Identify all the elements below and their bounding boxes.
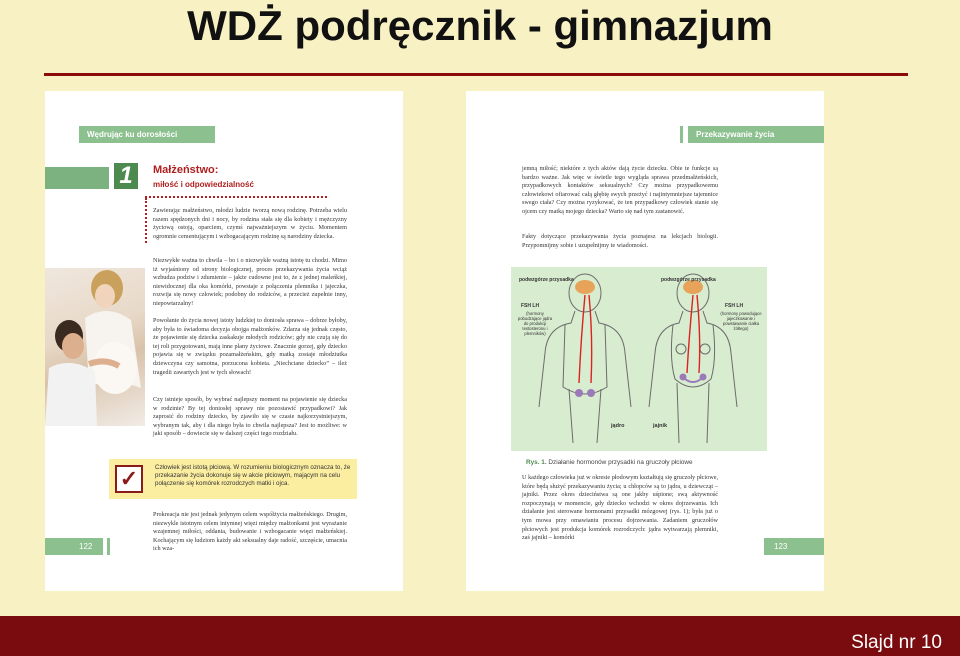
paragraph: Zawierając małżeństwo, młodzi ludzie tworzą nową rodzinę. Potrzeba wielu razem spędzonych dni i nocy, by rodzina stała się dla kobiety i mężczyzny życiową ostoją, oparciem, czymś najważniejszym w życiu. Momentem ogromnie cementującym i wzbogacającym rodzinę są narodziny dziecka. — [153, 207, 347, 240]
textbook-page-right — [466, 91, 824, 591]
checkmark-icon: ✓ — [115, 465, 143, 493]
slide-number: Slajd nr 10 — [851, 632, 942, 653]
caption-text: Działanie hormonów przysadki na gruczoły płciowe — [548, 459, 693, 466]
header-tick — [680, 126, 683, 143]
figure-label-right-hormones: FSH LH — [725, 303, 744, 309]
figure-label-ovaries: jajnik — [653, 423, 668, 429]
page-number-tick — [107, 538, 110, 555]
title-divider — [44, 73, 908, 76]
figure-note-right: (hormony powodujące jajeczkowanie i powstawanie ciałka żółtego) — [720, 311, 762, 331]
chapter-stripe — [45, 167, 109, 189]
figure-label-left-gland: podwzgórze przysadka — [519, 277, 574, 283]
header-tick — [209, 126, 212, 143]
paragraph: U każdego człowieka już w okresie płodowym kształtują się gruczoły płciowe, które będą służyć przekazywaniu życia; u chłopców są to jądra, u dziewcząt – jajniki. Przez okres dzieciństwa są one jakby uśpione; swą aktywność rozpoczynają w momencie, gdy dziecko wchodzi w okres dojrzewania. Ich działanie jest sterowane hormonami przysadki mózgowej (rys. 1); była już o tym mowa przy omawianiu procesu dojrzewania. Zadaniem gruczołów płciowych jest produkcja komórek rozrodczych: jądra wytwarzają plemniki, zaś jajniki – komórki — [522, 474, 718, 542]
dotted-rule-vertical — [145, 198, 147, 243]
chapter-number: 1 — [114, 163, 138, 189]
paragraph: Czy istnieje sposób, by wybrać najlepszy moment na pojawienie się dziecka w rodzinie? By tej doniosłej sprawy nie pozostawić przypadkowi? Jak zaprosić do rodziny dziecko, by zjawiło się w czasie najkorzystniejszym, wybranym tak, aby i dla niego była to chwila najlepsza? Jest to możliwe: w jaki sposób – dowiecie się w dalszej części tego rozdziału. — [153, 396, 347, 438]
dotted-rule — [145, 196, 327, 198]
key-statement-box — [109, 459, 357, 499]
hormone-diagram — [511, 267, 767, 451]
paragraph: Niezwykłe ważna to chwila – bo i o niezwykłe ważną istotę tu chodzi. Mimo iż wyjaśniony od strony biologicznej, proces przekazywania życia wciąż wzbudza podziw i zdumienie – jakże cudowne jest to, że z jednej maleńkiej, niewidocznej dla oka komórki, powstaje z połączenia plemnika i jajeczka, rozwija się nowy człowiek; podobny do rodziców, a przecież zupełnie inny, niepowtarzalny! — [153, 257, 347, 307]
chapter-title: Małżeństwo: — [153, 164, 219, 176]
couple-photo — [45, 268, 145, 426]
caption-label: Rys. 1. — [526, 459, 547, 466]
paragraph: Prokreacja nie jest jednak jedynym celem współżycia małżeńskiego. Drugim, niezwykle istotnym celem intymnej więzi między małżonkami jest wyrażanie wzajemnej miłości, oddania, budowanie i wzbogacanie więzi małżeńskiej. Kochającym się ludziom każdy akt seksualny daje radość, szczęście, umacnia ich wza- — [153, 511, 347, 553]
couple-illustration — [45, 268, 145, 426]
slide-title: WDŻ podręcznik - gimnazjum — [187, 2, 773, 49]
chapter-subtitle: miłość i odpowiedzialność — [153, 180, 254, 189]
page-number-left: 122 — [45, 538, 103, 555]
hormone-figure-bodies — [511, 267, 767, 451]
figure-note-left: (hormony pobudzające jądra do produkcji testosteronu i plemników) — [517, 311, 553, 336]
page-header-left: Wędrując ku dorosłości — [79, 126, 215, 143]
figure-label-testes: jądro — [611, 423, 625, 429]
figure-label-left-hormones: FSH LH — [521, 303, 540, 309]
paragraph: Fakty dotyczące przekazywania życia poznajesz na lekcjach biologii. Przypomnijmy sobie i uzupełnijmy te wiadomości. — [522, 233, 718, 249]
paragraph: jemną miłość; niektóre z tych aktów dają życie dziecku. Obie te funkcje są bardzo ważne. Jak więc w świetle tego wygląda sprawa przedmałżeńskich, przypadkowych kontaktów seksualnych? Czy można przypadkowemu człowiekowi ofiarować całą głębię swych przeżyć i najintymniejsze tajemnice swego ciała? Czy można ryzykować, że ten przypadkowy człowiek stanie się ojcem czy matką mojego dziecka? Warto się nad tym zastanowić. — [522, 165, 718, 215]
figure-label-right-gland: podwzgórze przysadka — [661, 277, 716, 283]
key-statement-text: Człowiek jest istotą płciową. W rozumieniu biologicznym oznacza to, że przekazanie życia dokonuje się w akcie płciowym, mającym na celu połączenie się komórek rozrodczych matki i ojca. — [155, 464, 351, 488]
page-number-right: 123 — [766, 538, 824, 555]
slide-footer — [0, 616, 960, 656]
page-header-right: Przekazywanie życia — [688, 126, 824, 143]
paragraph: Powołanie do życia nowej istoty ludzkiej to doniosła sprawa – dobrze byłoby, aby była to świadoma decyzja obojga małżonków. Zdarza się jednak często, że pojawienie się dziecka zaskakuje młodych rodziców; gdy nie czują się do tej roli przygotowani, mają inne plany życiowe. Znacznie gorzej, gdy dziecko pojawia się w związku pozamałżeńskim, gdy matką zostaje młodziutka dziewczyna czy samotna, porzucona kobieta. „Niechciane dziecko” – ileż tragedii zawartych jest w tych słowach! — [153, 317, 347, 376]
figure-caption — [526, 459, 693, 466]
textbook-page-left — [45, 91, 403, 591]
